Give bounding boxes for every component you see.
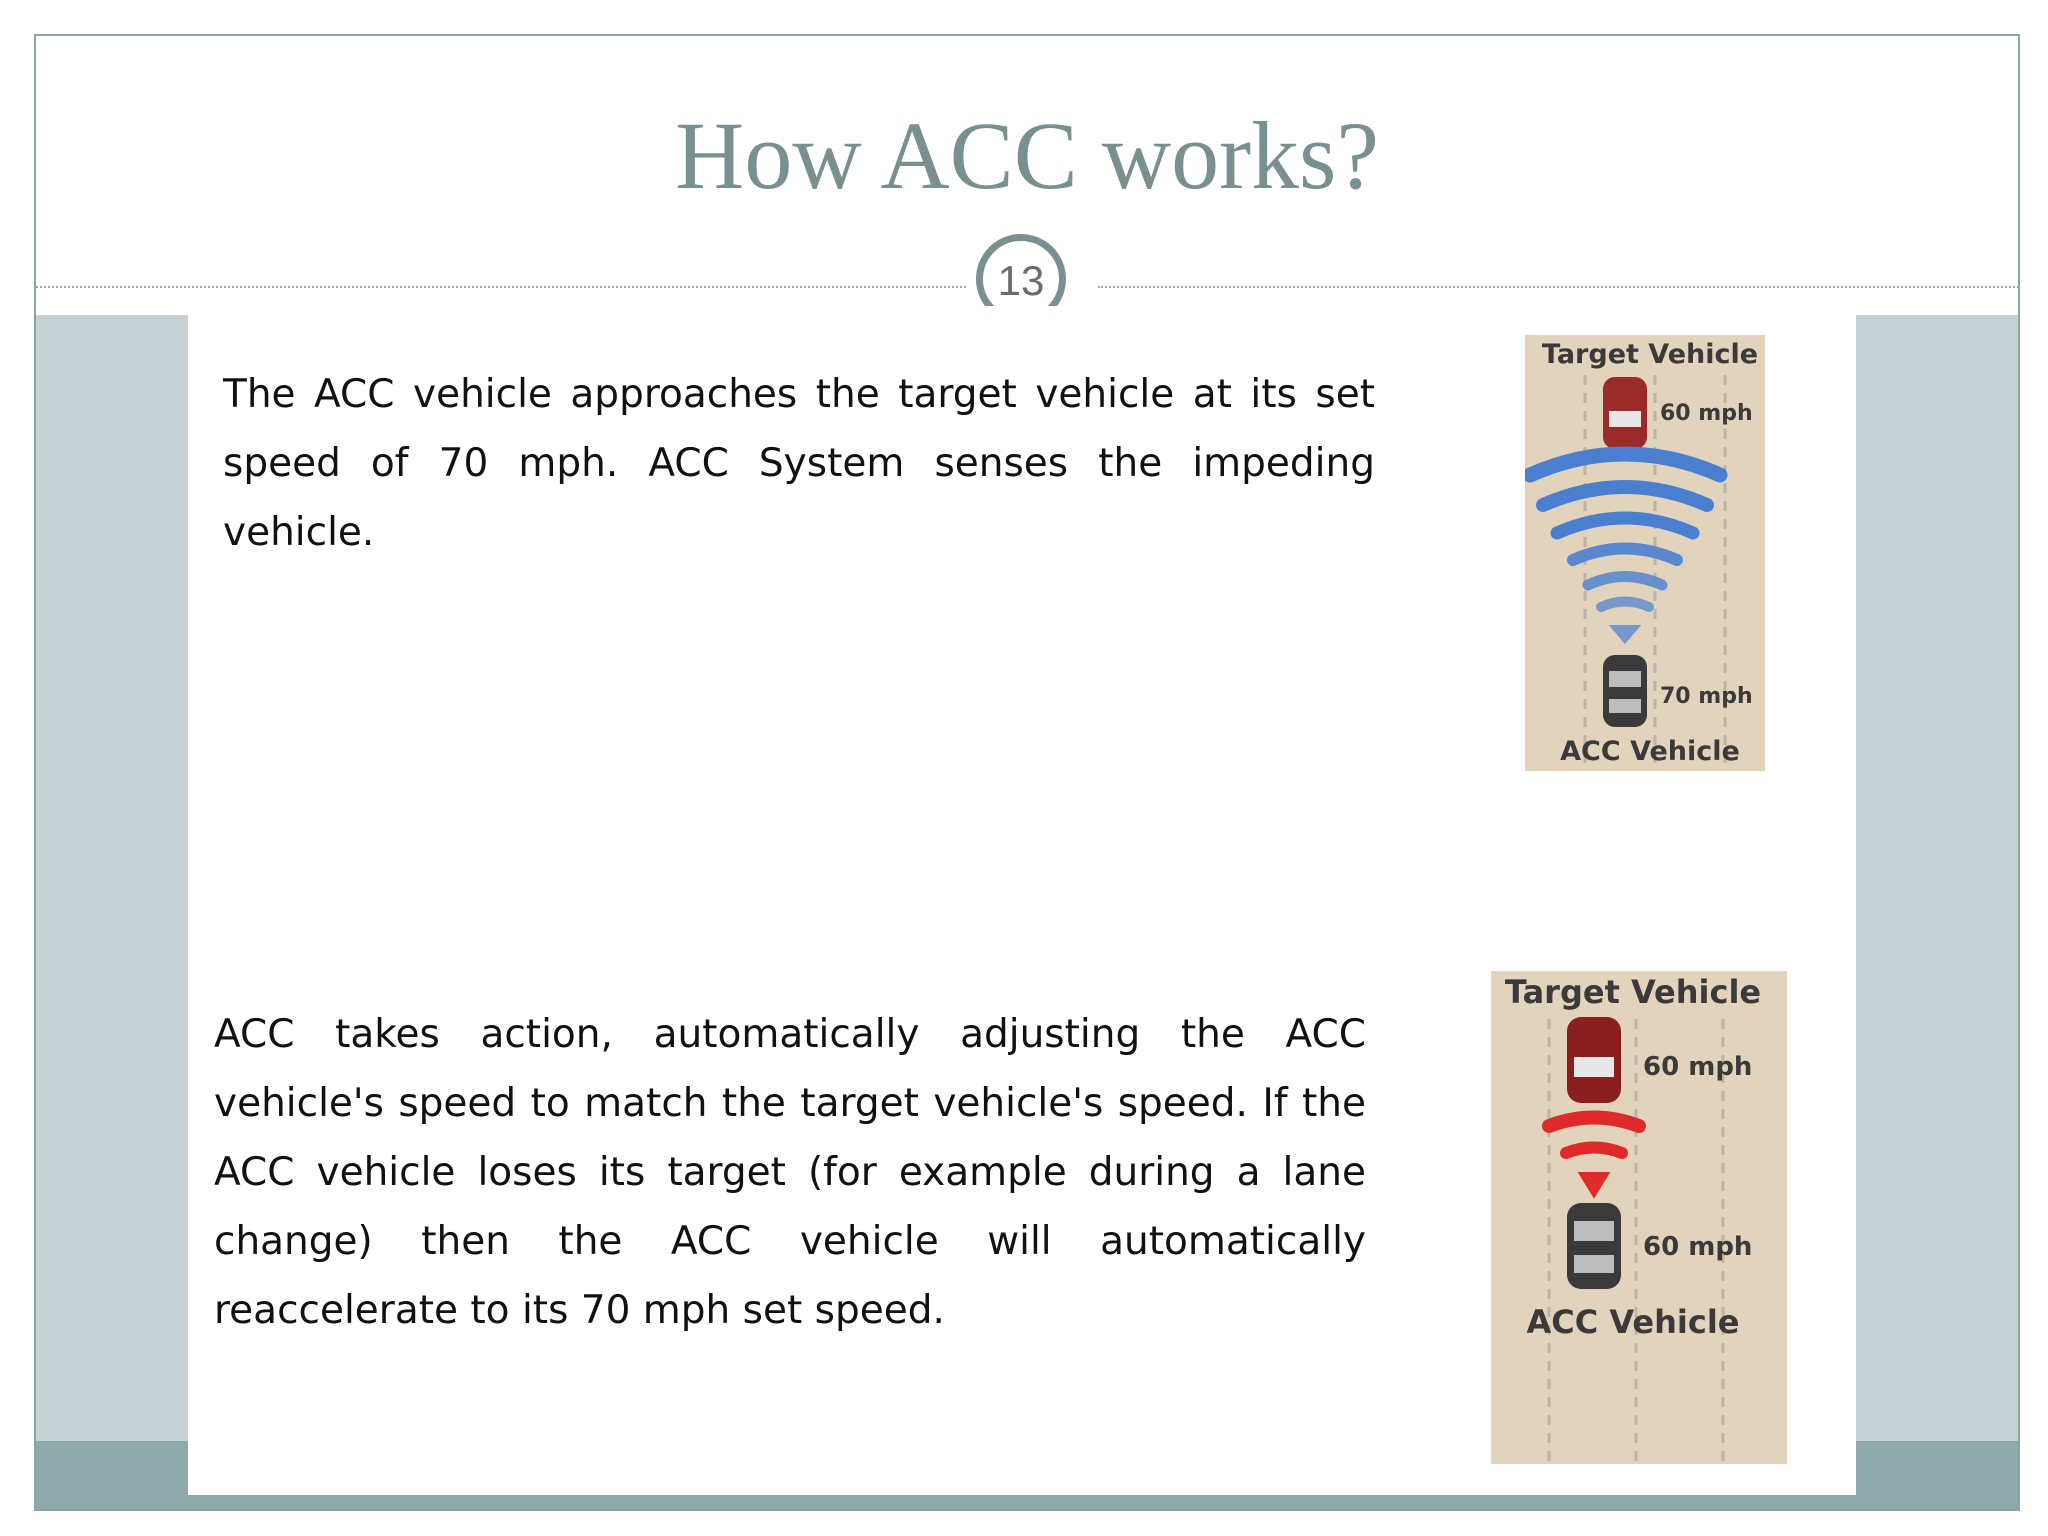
acc-vehicle-label: ACC Vehicle (1526, 1303, 1740, 1341)
target-car-icon (1567, 1017, 1621, 1103)
acc-car-icon (1603, 655, 1647, 727)
slide-number: 13 (997, 257, 1045, 304)
acc-vehicle-label: ACC Vehicle (1560, 736, 1740, 767)
acc-speed-label: 70 mph (1660, 684, 1753, 709)
paragraph-action: ACC takes action, automatically adjusting the ACC vehicle's speed to match the target vehicle's speed. If the ACC vehicle loses its target (for example during a lane change) then the ACC vehicle will automatically reaccelerate to its 70 mph set speed. (214, 1012, 1366, 1333)
badge-mask (966, 306, 1076, 346)
paragraph-approach: The ACC vehicle approaches the target vehicle at its set speed of 70 mph. ACC System senses the impeding vehicle. (223, 372, 1375, 555)
diagram-action (1491, 971, 1787, 1464)
target-speed-label: 60 mph (1643, 1052, 1753, 1082)
title-divider-right (1098, 286, 2020, 288)
diagram-action-svg (1491, 971, 1787, 1464)
target-car-icon (1603, 377, 1647, 449)
acc-car-icon (1567, 1203, 1621, 1289)
diagram-approach (1525, 335, 1765, 771)
target-vehicle-label: Target Vehicle (1541, 339, 1759, 370)
target-speed-label: 60 mph (1660, 401, 1753, 426)
slide-title: How ACC works? (674, 102, 1379, 209)
target-vehicle-label: Target Vehicle (1504, 973, 1762, 1011)
acc-speed-label: 60 mph (1643, 1232, 1753, 1262)
road-background (1491, 971, 1787, 1464)
title-divider-left (36, 286, 966, 288)
diagram-approach-svg (1525, 335, 1765, 771)
